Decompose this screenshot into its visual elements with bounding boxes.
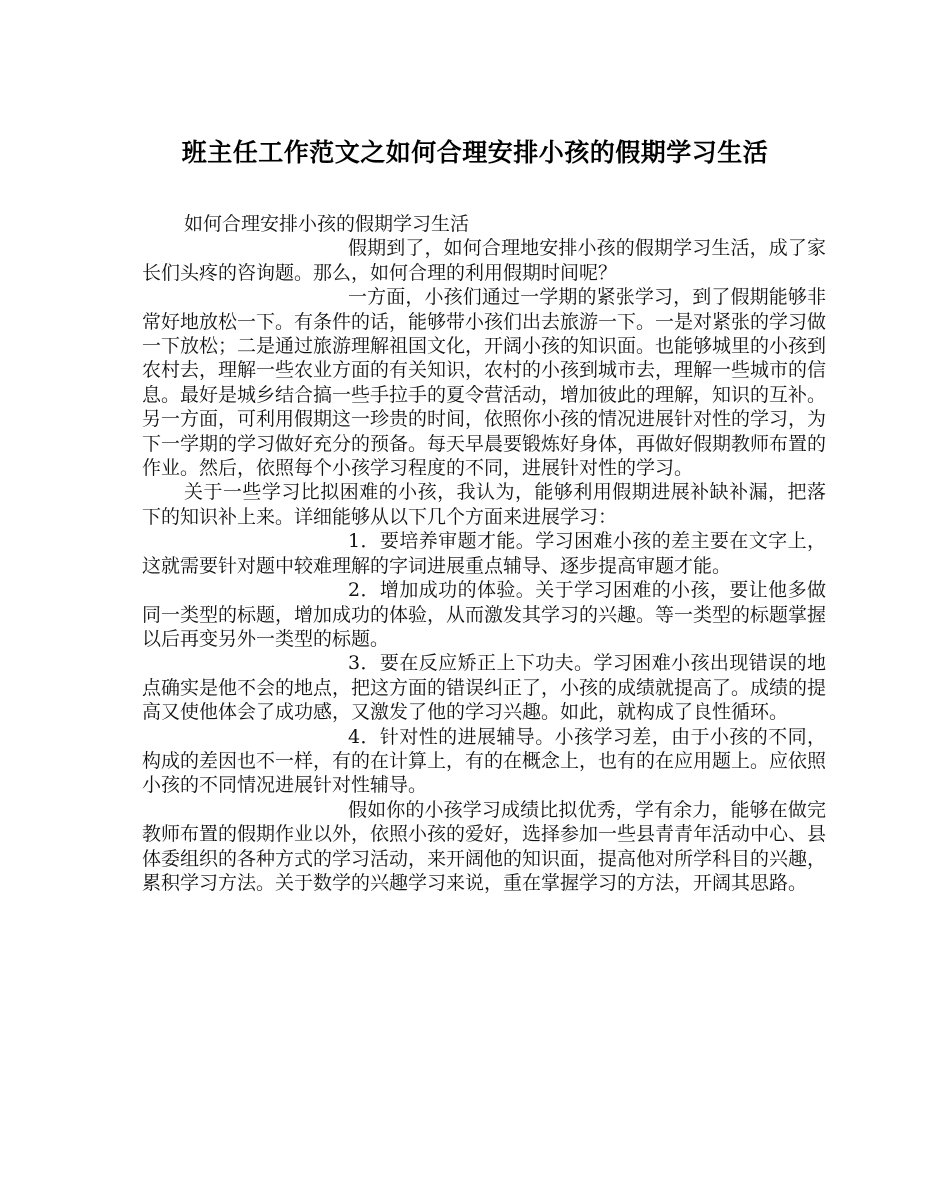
- document-subtitle: 如何合理安排小孩的假期学习生活: [184, 213, 470, 235]
- paragraph-relaxation: 一方面，小孩们通过一学期的紧张学习，到了假期能够非常好地放松一下。有条件的话，能够带小孩们出去旅游一下。一是对紧张的学习做一下放松；二是通过旅游理解祖国文化，开阔小孩的知识面。也能够城里的小孩到农村去，理解一些农业方面的有关知识，农村的小孩到城市去，理解一些城市的信息。最好是城乡结合搞一些手拉手的夏令营活动，增加彼此的理解，知识的互补。另一方面，可利用假期这一珍贵的时间，依照你小孩的情况进展针对性的学习，为下一学期的学习做好充分的预备。每天早晨要锻炼好身体，再做好假期教师布置的作业。然后，依照每个小孩学习程度的不同，进展针对性的学习。: [142, 286, 827, 480]
- paragraph-intro: 假期到了，如何合理地安排小孩的假期学习生活，成了家长们头疼的咨询题。那么，如何合理的利用假期时间呢？: [142, 237, 826, 284]
- paragraph-struggling-students: 关于一些学习比拟困难的小孩，我认为，能够利用假期进展补缺补漏，把落下的知识补上来。详细能够从以下几个方面来进展学习：: [142, 481, 826, 528]
- document-body: [142, 212, 826, 895]
- paragraph-point-4: 4．针对性的进展辅导。小孩学习差，由于小孩的不同，构成的差因也不一样，有的在计算上，有的在概念上，也有的在应用题上。应依照小孩的不同情况进展针对性辅导。: [142, 725, 827, 797]
- document-title: 班主任工作范文之如何合理安排小孩的假期学习生活: [181, 138, 769, 167]
- paragraph-point-2: 2．增加成功的体验。关于学习困难的小孩，要让他多做同一类型的标题，增加成功的体验，从而激发其学习的兴趣。等一类型的标题掌握以后再变另外一类型的标题。: [142, 579, 827, 650]
- paragraph-point-3: 3．要在反应矫正上下功夫。学习困难小孩出现错误的地点确实是他不会的地点，把这方面的错误纠正了，小孩的成绩就提高了。成绩的提高又使他体会了成功感，又激发了他的学习兴趣。如此，就构成了良性循环。: [142, 652, 827, 724]
- paragraph-point-1: 1．要培养审题才能。学习困难小孩的差主要在文字上，这就需要针对题中较难理解的字词进展重点辅导、逐步提高审题才能。: [142, 530, 826, 577]
- paragraph-excellent-students: 假如你的小孩学习成绩比拟优秀，学有余力，能够在做完教师布置的假期作业以外，依照小孩的爱好，选择参加一些县青青年活动中心、县体委组织的各种方式的学习活动，来开阔他的知识面，提高他对所学科目的兴趣，累积学习方法。关于数学的兴趣学习来说，重在掌握学习的方法，开阔其思路。: [142, 798, 827, 894]
